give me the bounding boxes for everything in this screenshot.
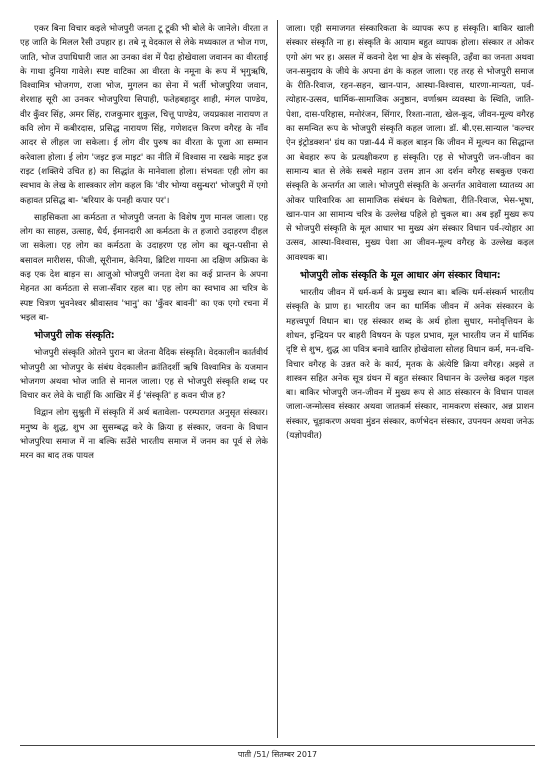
- paragraph: एकर बिना विचार कइले भोजपुरी जनता टू टूकी भी बोले के जानेले। वीरता त एह जाति के मिलल रैसी उपहार ह। तबे नू वेदकाल से लेके मध्यकाल त भोज गण, जाति, भोज उपाधिधारी जात आ उनका वंश में पैदा होखेवाला जवानन का वीरताई के गाथा दुनिया गावेले। स्पष्ट वाटिका आ वीरता के नमूना के रूप में भृगुऋषि, विश्वामित्र भोजगण, राजा भोज, मुगलन का सेना में भर्ती भोजपुरिया जवान, शेरशाह सूरी आ उनकर भोजपुरिया सिपाही, फतेहबहादुर शाही, मंगल पाण्डेय, वीर कुँवर सिंह, अमर सिंह, राजकुमार शुकुल, चित्तू पाण्डेय, जयप्रकाश नारायण त कवि लोग में कबीरदास, प्रसिद्ध नारायण सिंह, गणेशदत्त किरण वगैरह के नाँव आदर से लीहल जा सकेला। ई लोग वीर पुरुष का वीरता के पूजा आ सम्मान करेवाला होला। ई लोग 'जइट इज माइट' का नीति में विश्वास ना रखके माइट इज राइट (शक्तिये उचित ह) का सिद्धांत के मानेवाला होला। संभवतः एही लोग का स्वभाव के लेख के शास्त्रकार लोग कहल कि 'वीर भोग्या वसुन्धरा' भोजपुरी में एगो कहावत प्रसिद्ध बा- 'बरियार के पनही कपार पर'।: [20, 24, 268, 206]
- footer-divider: [20, 745, 535, 746]
- paragraph: भारतीय जीवन में धर्म-कर्म के प्रमुख स्थान बा। बल्कि धर्म-संस्कर्म भारतीय संस्कृति के प्राण ह। भारतीय जन का धार्मिक जीवन में अनेक संस्कारन के महत्त्वपूर्ण विधान बा। एह संस्कार शब्द के अर्थ होला सुधार, मनोवृत्तियन के शोधन, इन्द्रियन पर बाहरी विषयन के पड़ल प्रभाव, मूल भारतीय जन में धार्मिक दृष्टि से शुभ, शुद्ध आ पवित्र बनावे खातिर होखेवाला सोलह विधान कर्म, मन-वचि-विचार वगैरह के उन्नत करे के कार्य, मृतक के अंत्येष्टि क्रिया वगैरह। अइसे त शास्त्रन सहित अनेक सूत्र ग्रंथन में बहुत संस्कार विधानन के उल्लेख कइल गइल बा। बाकिर भोजपुरी जन-जीवन में मुख्य रूप से आठ संस्कारन के विधान पावल जाला-जन्मोत्सव संस्कार अथवा जातकर्म संस्कार, नामकरण संस्कार, अन्न प्राशन संस्कार, चूड़ाकरण अथवा मुंडन संस्कार, कर्णभेदन संस्कार, उपनयन अथवा जनेऊ (यज्ञोपवीत): [286, 288, 534, 442]
- paragraph: भोजपुरी संस्कृति ओतने पुरान बा जेतना वैदिक संस्कृति। वेदकालीन कार्तवीर्य भोजपुरी आ भोजपुर के संबंध वेदकालीन क्रांतिदर्शी ऋषि विश्वामित्र के यजमान भोजगण अथवा भोज जाति से मानल जाला। एह से भोजपुरी संस्कृति शब्द पर विचार कर लेवे के चाहीं कि आखिर में ई 'संस्कृति' ह कवन चीज ह?: [20, 348, 268, 402]
- paragraph: विद्वान लोग सुश्रुती में संस्कृति में अर्थ बतावेला- परम्परागत अनुसृत संस्कार। मनुष्य के शुद्ध, शुभ आ सुसम्बद्ध करे के क्रिया ह संस्कार, जवना के विधान भोजपुरिया समाज में ना बल्कि सउँसे भारतीय समाज में जनम का पूर्व से लेके मरन का बाद तक पायल: [20, 408, 268, 462]
- paragraph: जाला। एही समाजगत संस्कारिकता के व्यापक रूप ह संस्कृति। बाकिर खाली संस्कार संस्कृति ना ह। संस्कृति के आयाम बहुत व्यापक होला। संस्कार त ओकर एगो अंग भर ह। असल में कवनो देश भा क्षेत्र के संस्कृति, उहँवा का जनता अथवा जन-समुदाय के जीये के अपना ढंग के कहल जाला। एह तरह से भोजपुरी समाज के रीति-रिवाज, रहन-सहन, खान-पान, आस्था-विश्वास, धारणा-मान्यता, पर्व-त्योहार-उत्सव, धार्मिक-सामाजिक अनुष्ठान, वर्णाश्रम व्यवस्था के स्थिति, जाति-पेशा, दास-परिहास, मनोरंजन, सिंगार, रिश्ता-नाता, खेल-कूद, जीवन-मूल्य वगैरह का समन्वित रूप के भोजपुरी संस्कृति कहल जाला। डॉ. बी.एस.सान्याल 'कल्चर ऐन इंट्रोडक्शन' ग्रंथ का पन्ना-44 में कहल बाड़न कि जीवन में मूल्यन का सिद्धान्त आ बेवहार रूप के प्रत्यक्षीकरण ह संस्कृति। एह से भोजपुरी जन-जीवन का सामान्य बात से लेके सबसे महान उत्तम ज्ञान आ दर्शन वगैरह सबकुछ एकरा संस्कृति के अन्तर्गत आ जाले। भोजपुरी संस्कृति के अन्तर्गत आवेवाला ध्यातव्य आ ओकर पारिवारिक आ सामाजिक संबंधन के विशेषता, रीति-रिवाज, भेस-भूषा, खान-पान आ सामान्य चरित्र के उल्लेख पहिले हो चुकल बा। अब इहाँ मुख्य रूप से भोजपुरी संस्कृति के मूल आधार भा मुख्य अंग संस्कार विधान पर्व-त्योहार आ उत्सव, आस्था-विश्वास, मुख्य पेशा आ जीवन-मूल्य वगैरह के उल्लेख कइल आवश्यक बा।: [286, 24, 534, 263]
- section-heading: भोजपुरी लोक संस्कृति:: [34, 330, 115, 342]
- page-footer: पाती /51/ सितम्बर 2017: [237, 750, 318, 759]
- section-heading: भोजपुरी लोक संस्कृति के मूल आधार अंग संस्कार विधान:: [300, 270, 501, 282]
- left-column: [20, 22, 268, 742]
- column-divider: [277, 20, 278, 738]
- right-column: [286, 22, 534, 742]
- paragraph: साहसिकता आ कर्मठता त भोजपुरी जनता के विशेष गुण मानल जाला। एह लोग का साहस, उत्साह, धैर्य, ईमानदारी आ कर्मठता के त हजारो उदाहरण दीहल जा सकेला। एह लोग का कर्मठता के उदाहरण एह लोग का खून-पसीना से बसावल मारीशस, फीजी, सूरीनाम, केनिया, ब्रिटिश गायना आ दक्षिण अफ्रिका के कइ एक देश बाड़न स। आजुओ भोजपुरी जनता देश का कई प्रान्तन के अपना मेहनत आ कर्मठता से सजा-सँवार रहल बा। एह लोग का स्वभाव आ चरित्र के स्पष्ट चित्रण भुवनेश्वर श्रीवास्तव 'भानु' का 'कुँवर बावनी' का एक एगो रचना में भइल बा-: [20, 212, 268, 323]
